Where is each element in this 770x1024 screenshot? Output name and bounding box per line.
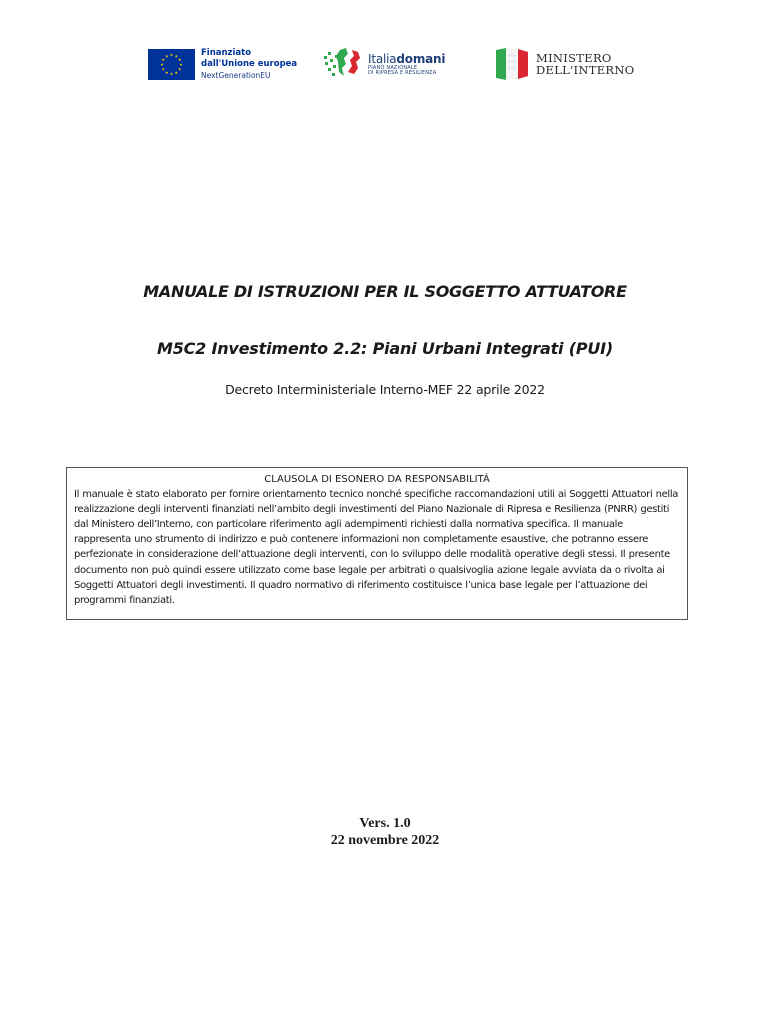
document-subtitle: M5C2 Investimento 2.2: Piani Urbani Integrati (PUI) (156, 339, 614, 358)
version-number: Vers. 1.0 (359, 816, 411, 831)
ministero-line-2: DELL'INTERNO (536, 63, 635, 77)
ministero-text (536, 52, 634, 76)
ministero-interno-logo (494, 45, 634, 83)
disclaimer-box (66, 467, 688, 620)
brand-suffix: domani (396, 51, 446, 66)
eu-line-1: Finanziato (201, 47, 252, 58)
italiadomani-sub-2: DI RIPRESA E RESILIENZA (368, 70, 437, 76)
disclaimer-body: Il manuale è stato elaborato per fornire orientamento tecnico nonché specifiche raccomandazioni utili ai Soggetti Attuatori nella realizzazione degli interventi finanziati nell’ambito degli investimenti del Piano Nazionale di Ripresa e Resilienza (PNRR) gestiti dal Ministero dell’Interno, con particolare riferimento agli adempimenti richiesti dalla normativa specifica. Il manuale rappresenta uno strumento di indirizzo e può contenere informazioni non completamente esaustive, che potranno essere perfezionate in considerazione dell’attuazione degli interventi, con lo sviluppo delle modalità operative degli stessi. Il presente documento non può quindi essere utilizzato come base legale per arbitrati o qualsivoglia azione legale avviata da o rivolta ai Soggetti Attuatori degli investimenti. Il quadro normativo di riferimento costituisce l’unica base legale per l’attuazione dei programmi finanziati. (74, 489, 679, 606)
eu-line-3: NextGenerationEU (201, 70, 271, 80)
version-date: 22 novembre 2022 (330, 833, 440, 848)
eu-line-2: dall'Unione europea (201, 58, 298, 69)
eu-funding-logo (148, 47, 298, 81)
disclaimer-heading: CLAUSOLA DI ESONERO DA RESPONSABILITÁ (264, 474, 490, 485)
brand-prefix: Italia (368, 51, 397, 66)
italian-flag-icon (494, 46, 530, 82)
italiadomani-sub-1: PIANO NAZIONALE (368, 64, 418, 71)
ministero-line-1: MINISTERO (536, 51, 612, 65)
eu-funding-text (201, 48, 297, 81)
italiadomani-logo (322, 45, 452, 83)
eu-flag-icon (148, 49, 195, 80)
italiadomani-brand (368, 52, 445, 66)
document-title: MANUALE DI ISTRUZIONI PER IL SOGGETTO ATTUATORE (143, 282, 627, 301)
decree-reference: Decreto Interministeriale Interno-MEF 22 aprile 2022 (225, 382, 545, 397)
italia-map-icon (322, 46, 364, 82)
italiadomani-text (368, 52, 445, 77)
